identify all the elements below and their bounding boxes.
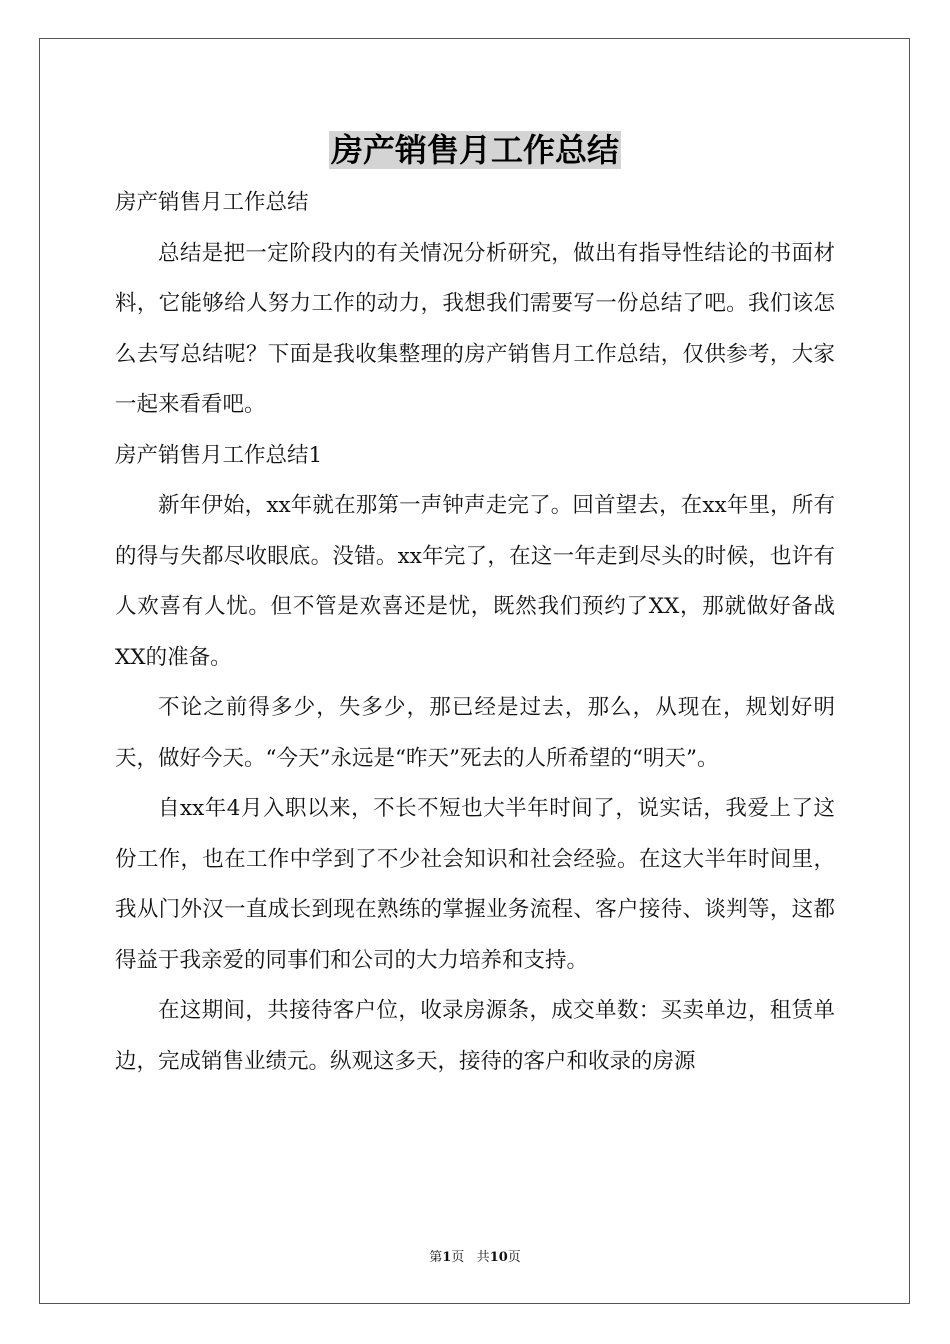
page-prefix: 第 bbox=[429, 1250, 443, 1265]
page-suffix: 页 bbox=[451, 1250, 465, 1265]
subtitle: 房产销售月工作总结 bbox=[115, 190, 309, 215]
page-number: 1 bbox=[442, 1250, 452, 1265]
document-title bbox=[0, 127, 950, 173]
total-suffix: 页 bbox=[507, 1250, 521, 1265]
total-prefix: 共 bbox=[476, 1250, 490, 1265]
body-paragraph-3: 自xx年4月入职以来，不长不短也大半年时间了，说实话，我爱上了这份工作，也在工作中学到了不少社会知识和社会经验。在这大半年时间里，我从门外汉一直成长到现在熟练的掌握业务流程、客户接待、谈判等，这都得益于我亲爱的同事们和公司的大力培养和支持。 bbox=[115, 796, 835, 973]
body-paragraph-4: 在这期间，共接待客户位，收录房源条，成交单数：买卖单边，租赁单边，完成销售业绩元。纵观这多天，接待的客户和收录的房源 bbox=[115, 998, 835, 1074]
section-heading: 房产销售月工作总结1 bbox=[115, 442, 323, 468]
title-text: 房产销售月工作总结 bbox=[330, 131, 619, 169]
total-pages: 10 bbox=[489, 1250, 508, 1265]
intro-paragraph: 总结是把一定阶段内的有关情况分析研究，做出有指导性结论的书面材料，它能够给人努力工作的动力，我想我们需要写一份总结了吧。我们该怎么去写总结呢？下面是我收集整理的房产销售月工作总结，仅供参考，大家一起来看看吧。 bbox=[115, 240, 835, 417]
body-paragraph-2: 不论之前得多少，失多少，那已经是过去，那么，从现在，规划好明天，做好今天。“今天”永远是“昨天”死去的人所希望的“明天”。 bbox=[115, 695, 835, 771]
document-body bbox=[115, 178, 835, 1087]
page-footer bbox=[0, 1246, 950, 1265]
body-paragraph-1: 新年伊始，xx年就在那第一声钟声走完了。回首望去，在xx年里，所有的得与失都尽收眼底。没错。xx年完了，在这一年走到尽头的时候，也许有人欢喜有人忧。但不管是欢喜还是忧，既然我们预约了XX，那就做好备战XX的准备。 bbox=[115, 493, 835, 670]
